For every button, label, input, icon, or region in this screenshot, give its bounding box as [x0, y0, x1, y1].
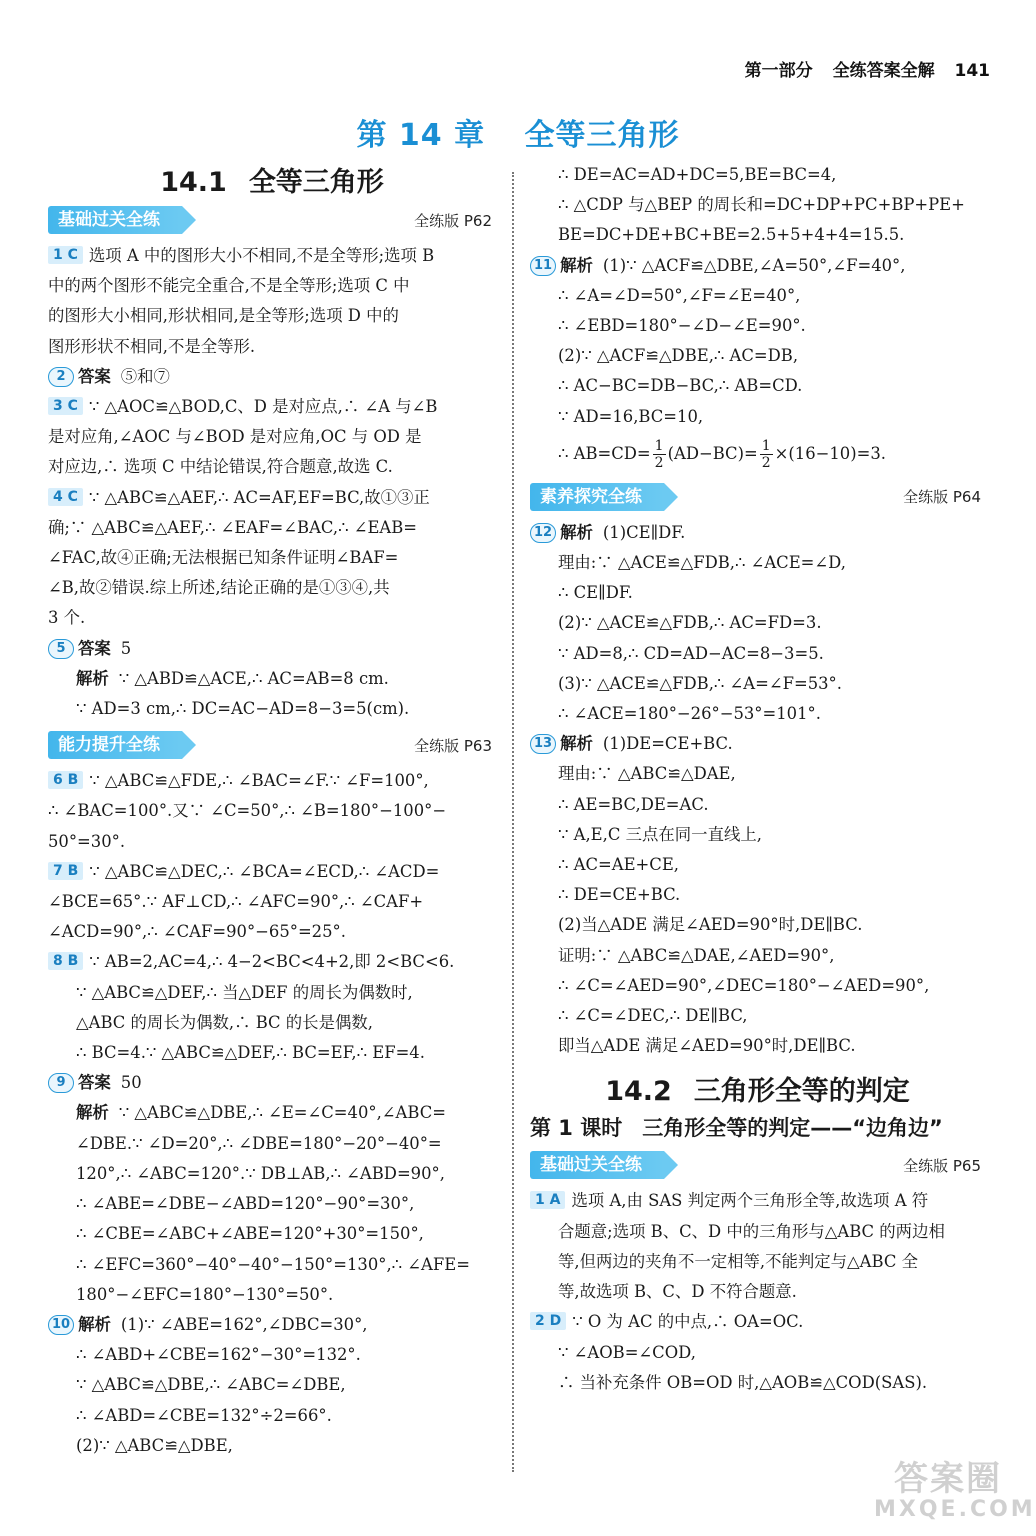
answer-line: ∴ △CDP 与△BEP 的周长和=DC+DP+PC+BP+PE+ — [558, 195, 965, 215]
answer-line: 是对应角,∠AOC 与∠BOD 是对应角,OC 与 OD 是 — [48, 427, 422, 447]
question-9 — [48, 1068, 496, 1310]
question-badge: 2 — [48, 367, 74, 387]
column-divider — [512, 172, 514, 1472]
question-2 — [48, 362, 496, 392]
page-ref: 全练版 P65 — [903, 1156, 981, 1175]
running-header — [731, 56, 990, 81]
watermark-logo: 答案圈 — [894, 1459, 1002, 1499]
answer-label: 答案 — [78, 1073, 111, 1093]
answer-line: (1)∵ △ACF≌△DBE,∠A=50°,∠F=40°, — [602, 255, 906, 275]
answer-line: 3 个. — [48, 608, 86, 628]
section-name: 三角形全等的判定 — [693, 1076, 910, 1108]
answer-label: 答案 — [78, 366, 111, 386]
section-title-14-2 — [530, 1069, 985, 1108]
lesson-question-1 — [530, 1186, 985, 1307]
answer-badge: 1 C — [48, 246, 83, 264]
question-12 — [530, 518, 985, 729]
question-badge: 9 — [48, 1073, 74, 1093]
answer-line: ∴ ∠ABE=∠DBE−∠ABD=120°−90°=30°, — [76, 1194, 415, 1214]
analysis-label: 解析 — [560, 734, 593, 754]
answer-line: ∵ AD=3 cm,∴ DC=AC−AD=8−3=5(cm). — [76, 699, 410, 719]
lesson-number: 第 1 课时 — [530, 1116, 623, 1141]
answer-badge: 8 B — [48, 952, 83, 970]
answer-line: 等,但两边的夹角不一定相等,不能判定与△ABC 全 — [558, 1251, 918, 1271]
answer-line: ∴ CE∥DF. — [558, 583, 633, 603]
lesson-question-2 — [530, 1307, 985, 1398]
answer-line: 50°=30°. — [48, 831, 126, 851]
answer-line: ∴ AC=AE+CE, — [558, 855, 680, 875]
answer-line: 的图形大小相同,形状相同,是全等形;选项 D 中的 — [48, 306, 399, 326]
watermark-site: MXQE.COM — [874, 1497, 1036, 1522]
chapter-title — [0, 110, 1036, 154]
answer-line: ∵ △ABD≌△ACE,∴ AC=AB=8 cm. — [118, 668, 389, 688]
answer-line: (2)当△ADE 满足∠AED=90°时,DE∥BC. — [558, 915, 863, 935]
question-6 — [48, 766, 496, 857]
question-badge: 11 — [530, 256, 556, 276]
banner-row — [48, 205, 496, 235]
question-badge: 10 — [48, 1315, 74, 1335]
answer-badge: 3 C — [48, 397, 83, 415]
fraction-half — [653, 438, 666, 471]
question-1 — [48, 241, 496, 362]
analysis-label: 解析 — [560, 522, 593, 542]
equation-text: (AD−BC)= — [667, 443, 758, 463]
right-column — [530, 160, 985, 1398]
question-10-continued — [530, 160, 985, 251]
answer-line: ∴ BC=4.∵ △ABC≌△DEF,∴ BC=EF,∴ EF=4. — [76, 1043, 425, 1063]
answer-line: ∵ △ABC≌△AEF,∴ AC=AF,EF=BC,故①③正 — [88, 487, 430, 507]
question-3 — [48, 392, 496, 483]
answer-line: ∴ ∠ABD+∠CBE=162°−30°=132°. — [76, 1345, 361, 1365]
answer-line: 确;∵ △ABC≌△AEF,∴ ∠EAF=∠BAC,∴ ∠EAB= — [48, 517, 418, 537]
banner-row — [48, 730, 496, 760]
answer-line: 对应边,∴ 选项 C 中结论错误,符合题意,故选 C. — [48, 457, 393, 477]
answer-line: ∴ ∠ACE=180°−26°−53°=101°. — [558, 704, 821, 724]
answer-line: 等,故选项 B、C、D 不符合题意. — [558, 1282, 797, 1302]
answer-line: ∴ DE=AC=AD+DC=5,BE=BC=4, — [558, 165, 837, 184]
answer-line: (2)∵ △ACE≌△FDB,∴ AC=FD=3. — [558, 613, 822, 633]
answer-line: 中的两个图形不能完全重合,不是全等形;选项 C 中 — [48, 276, 410, 296]
left-column — [48, 160, 496, 1461]
answer-line: ∴ DE=CE+BC. — [558, 885, 681, 905]
answer-line: (2)∵ △ABC≌△DBE, — [76, 1435, 233, 1455]
answer-line: ∵ AB=2,AC=4,∴ 4−2<BC<4+2,即 2<BC<6. — [89, 952, 455, 972]
analysis-label: 解析 — [76, 1103, 109, 1123]
answer-line: ∴ ∠EBD=180°−∠D−∠E=90°. — [558, 316, 806, 336]
question-5 — [48, 634, 496, 725]
analysis-label: 解析 — [78, 1314, 111, 1334]
page-number: 141 — [954, 61, 990, 81]
analysis-label: 解析 — [560, 255, 593, 275]
answer-line: (2)∵ △ACF≌△DBE,∴ AC=DB, — [558, 346, 799, 366]
answer-line: 图形形状不相同,不是全等形. — [48, 336, 256, 356]
banner-basic: 基础过关全练 — [530, 1151, 664, 1179]
answer-line: 选项 A 中的图形大小不相同,不是全等形;选项 B — [88, 246, 435, 265]
section-number: 14.1 — [160, 167, 227, 198]
answer-line: ∴ ∠ABD=∠CBE=132°÷2=66°. — [76, 1405, 332, 1425]
answer-line: ∴ AE=BC,DE=AC. — [558, 794, 709, 814]
answer-line: ∠B,故②错误.综上所述,结论正确的是①③④,共 — [48, 578, 390, 598]
page-ref: 全练版 P63 — [414, 736, 492, 755]
fraction-denominator: 2 — [654, 454, 664, 471]
banner-ability: 能力提升全练 — [48, 731, 182, 759]
answer-line: 证明:∵ △ABC≌△DAE,∠AED=90°, — [558, 945, 835, 965]
answer-line: (1)∵ ∠ABE=162°,∠DBC=30°, — [120, 1314, 368, 1334]
answer-line: ∵ △ABC≌△DEF,∴ 当△DEF 的周长为偶数时, — [76, 982, 413, 1002]
question-11 — [530, 251, 985, 476]
answer-line: ∵ AD=8,∴ CD=AD−AC=8−3=5. — [558, 643, 824, 663]
header-title: 全练答案全解 — [832, 61, 935, 81]
banner-row — [530, 1150, 985, 1180]
site-watermark — [874, 1459, 1036, 1528]
answer-line: ∠DBE.∵ ∠D=20°,∴ ∠DBE=180°−20°−40°= — [76, 1133, 442, 1153]
header-part: 第一部分 — [744, 61, 813, 81]
answer-line: ∵ O 为 AC 的中点,∴ OA=OC. — [572, 1312, 804, 1332]
answer-line: ∴ ∠C=∠AED=90°,∠DEC=180°−∠AED=90°, — [558, 975, 930, 995]
answer-line: ∵ △ABC≌△DEC,∴ ∠BCA=∠ECD,∴ ∠ACD= — [89, 861, 440, 881]
answer-line: BE=DC+DE+BC+BE=2.5+5+4+4=15.5. — [558, 225, 905, 245]
answer-line: ∠BCE=65°.∵ AF⊥CD,∴ ∠AFC=90°,∴ ∠CAF+ — [48, 892, 424, 912]
page-ref: 全练版 P62 — [414, 211, 492, 230]
answer-line: ∵ △ABC≌△FDE,∴ ∠BAC=∠F.∵ ∠F=100°, — [89, 771, 429, 791]
lesson-name: 三角形全等的判定——“边角边” — [642, 1116, 943, 1141]
equation-text: ×(16−10)=3. — [774, 443, 886, 463]
banner-inquiry: 素养探究全练 — [530, 483, 664, 511]
answer-line: ∴ ∠A=∠D=50°,∠F=∠E=40°, — [558, 285, 801, 305]
page-ref: 全练版 P64 — [903, 488, 981, 507]
question-badge: 12 — [530, 523, 556, 543]
answer-badge: 1 A — [530, 1191, 565, 1209]
fraction-equation — [530, 432, 985, 476]
question-10 — [48, 1310, 496, 1461]
answer-line: ∴ ∠BAC=100°.又∵ ∠C=50°,∴ ∠B=180°−100°− — [48, 801, 447, 821]
answer-label: 答案 — [78, 638, 111, 658]
answer-line: ∴ ∠EFC=360°−40°−40°−150°=130°,∴ ∠AFE= — [76, 1254, 470, 1274]
analysis-label: 解析 — [76, 668, 109, 688]
answer-line: ∵ △ABC≌△DBE,∴ ∠E=∠C=40°,∠ABC= — [118, 1103, 446, 1123]
answer-line: 选项 A,由 SAS 判定两个三角形全等,故选项 A 符 — [571, 1191, 929, 1211]
section-number: 14.2 — [605, 1076, 672, 1108]
answer-line: ∵ AD=16,BC=10, — [558, 406, 704, 426]
answer-badge: 6 B — [48, 771, 83, 789]
section-title-14-1 — [48, 160, 496, 199]
answer-line: 合题意;选项 B、C、D 中的三角形与△ABC 的两边相 — [558, 1221, 945, 1241]
answer-line: 即当△ADE 满足∠AED=90°时,DE∥BC. — [558, 1036, 856, 1056]
answer-line: △ABC 的周长为偶数,∴ BC 的长是偶数, — [76, 1012, 373, 1032]
fraction-half — [760, 438, 773, 471]
answer-line: (1)CE∥DF. — [602, 522, 686, 542]
answer-line: ∵ A,E,C 三点在同一直线上, — [558, 824, 762, 844]
answer-line: 180°−∠EFC=180°−130°=50°. — [76, 1284, 334, 1304]
answer-text: 50 — [120, 1073, 142, 1093]
lesson-title — [530, 1112, 985, 1142]
question-8 — [48, 947, 496, 1068]
fraction-numerator: 1 — [654, 437, 664, 454]
answer-line: ∴ ∠CBE=∠ABC+∠ABE=120°+30°=150°, — [76, 1224, 424, 1244]
section-name: 全等三角形 — [248, 167, 384, 198]
answer-badge: 7 B — [48, 862, 83, 880]
question-13 — [530, 729, 985, 1061]
answer-badge: 4 C — [48, 488, 83, 506]
question-7 — [48, 857, 496, 948]
answer-line: ∵ △ABC≌△DBE,∴ ∠ABC=∠DBE, — [76, 1375, 346, 1395]
answer-line: 理由:∵ △ACE≌△FDB,∴ ∠ACE=∠D, — [558, 553, 846, 573]
banner-row — [530, 482, 985, 512]
answer-text: 5 — [120, 638, 132, 658]
banner-basic: 基础过关全练 — [48, 206, 182, 234]
answer-line: 理由:∵ △ABC≌△DAE, — [558, 764, 736, 784]
answer-badge: 2 D — [530, 1312, 566, 1330]
answer-line: ∵ △AOC≌△BOD,C、D 是对应点,∴ ∠A 与∠B — [88, 397, 438, 417]
answer-line: 120°,∴ ∠ABC=120°.∵ DB⊥AB,∴ ∠ABD=90°, — [76, 1163, 445, 1183]
fraction-denominator: 2 — [761, 454, 771, 471]
answer-line: ∠ACD=90°,∴ ∠CAF=90°−65°=25°. — [48, 922, 346, 942]
question-badge: 5 — [48, 639, 74, 659]
answer-line: (1)DE=CE+BC. — [602, 734, 733, 754]
equation-text: ∴ AB=CD= — [558, 443, 651, 463]
question-badge: 13 — [530, 734, 556, 754]
answer-line: ∵ ∠AOB=∠COD, — [558, 1342, 696, 1362]
answer-line: ∴ 当补充条件 OB=OD 时,△AOB≌△COD(SAS). — [558, 1372, 928, 1392]
chapter-name: 全等三角形 — [524, 118, 680, 153]
answer-text: ⑤和⑦ — [120, 366, 170, 386]
answer-line: ∴ ∠C=∠DEC,∴ DE∥BC, — [558, 1006, 748, 1026]
chapter-label: 第 14 章 — [356, 118, 486, 153]
answer-line: ∴ AC−BC=DB−BC,∴ AB=CD. — [558, 376, 803, 396]
question-4 — [48, 483, 496, 634]
answer-line: (3)∵ △ACE≌△FDB,∴ ∠A=∠F=53°. — [558, 673, 842, 693]
answer-line: ∠FAC,故④正确;无法根据已知条件证明∠BAF= — [48, 548, 399, 568]
fraction-numerator: 1 — [761, 437, 771, 454]
